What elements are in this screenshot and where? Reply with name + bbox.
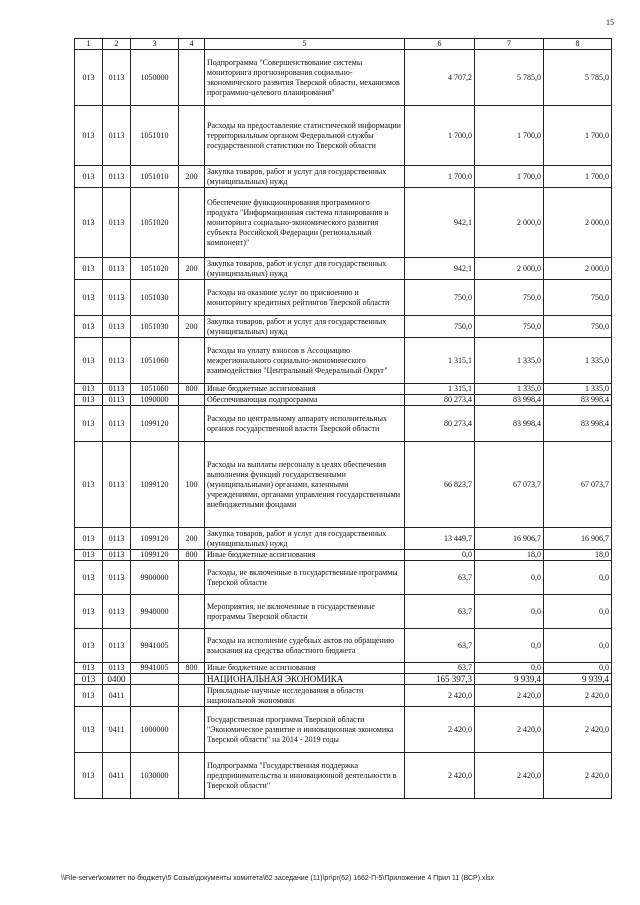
cell-section: 0113 — [103, 663, 131, 674]
cell-type — [179, 753, 205, 799]
table-row — [75, 406, 612, 442]
table-row — [75, 707, 612, 753]
cell-type: 200 — [179, 316, 205, 338]
cell-section: 0113 — [103, 595, 131, 629]
table-row — [75, 258, 612, 280]
cell-target: 9940000 — [131, 595, 179, 629]
cell-section: 0113 — [103, 384, 131, 395]
cell-description: Расходы на предоставление статистической информации территориальным органом Федеральной службы государственной статистики по Тверской области — [205, 106, 405, 166]
table-row — [75, 550, 612, 561]
cell-admin: 013 — [75, 674, 103, 685]
table-row — [75, 280, 612, 316]
cell-description: Обеспечение функционирования программного продукта "Информационная система планирования и мониторинга социально-экономического развития субъекта Российской Федерации (региональный компонент)" — [205, 188, 405, 258]
cell-description: Иные бюджетные ассигнования — [205, 384, 405, 395]
cell-amount-3: 0,0 — [544, 561, 612, 595]
table-row — [75, 395, 612, 406]
table-row — [75, 442, 612, 528]
cell-amount-3: 18,0 — [544, 550, 612, 561]
cell-type — [179, 188, 205, 258]
cell-amount-2: 2 420,0 — [475, 685, 544, 707]
cell-target: 1051010 — [131, 106, 179, 166]
cell-admin: 013 — [75, 663, 103, 674]
cell-admin: 013 — [75, 50, 103, 106]
table-row — [75, 753, 612, 799]
cell-type: 800 — [179, 663, 205, 674]
cell-target: 1099120 — [131, 442, 179, 528]
cell-section: 0113 — [103, 280, 131, 316]
cell-amount-1: 1 315,1 — [405, 338, 475, 384]
cell-amount-3: 2 000,0 — [544, 258, 612, 280]
cell-amount-1: 942,1 — [405, 188, 475, 258]
cell-amount-1: 165 397,3 — [405, 674, 475, 685]
cell-description: Закупка товаров, работ и услуг для государственных (муниципальных) нужд — [205, 166, 405, 188]
cell-admin: 013 — [75, 258, 103, 280]
cell-description: Государственная программа Тверской области "Экономическое развитие и инновационная экономика Тверской области" на 2014 - 2019 годы — [205, 707, 405, 753]
col-header-8: 8 — [544, 39, 612, 50]
cell-target — [131, 674, 179, 685]
cell-section: 0113 — [103, 561, 131, 595]
cell-amount-2: 2 420,0 — [475, 707, 544, 753]
cell-admin: 013 — [75, 188, 103, 258]
cell-description: Закупка товаров, работ и услуг для государственных (муниципальных) нужд — [205, 316, 405, 338]
cell-type — [179, 595, 205, 629]
col-header-4: 4 — [179, 39, 205, 50]
cell-admin: 013 — [75, 106, 103, 166]
cell-section: 0113 — [103, 629, 131, 663]
cell-section: 0113 — [103, 106, 131, 166]
cell-type: 200 — [179, 166, 205, 188]
cell-amount-1: 13 449,7 — [405, 528, 475, 550]
cell-section: 0113 — [103, 188, 131, 258]
cell-amount-3: 83 998,4 — [544, 406, 612, 442]
cell-description: Расходы по центральному аппарату исполнительных органов государственной власти Тверской области — [205, 406, 405, 442]
cell-amount-1: 942,1 — [405, 258, 475, 280]
budget-table — [74, 38, 612, 799]
cell-target: 1090000 — [131, 395, 179, 406]
cell-target: 1099120 — [131, 528, 179, 550]
cell-section: 0113 — [103, 166, 131, 188]
cell-target: 9941005 — [131, 629, 179, 663]
cell-amount-1: 2 420,0 — [405, 685, 475, 707]
cell-description: Мероприятия, не включенные в государственные программы Тверской области — [205, 595, 405, 629]
cell-type — [179, 707, 205, 753]
cell-amount-2: 0,0 — [475, 629, 544, 663]
cell-target: 9941005 — [131, 663, 179, 674]
cell-amount-2: 2 000,0 — [475, 188, 544, 258]
cell-amount-2: 1 335,0 — [475, 338, 544, 384]
cell-amount-1: 2 420,0 — [405, 753, 475, 799]
cell-description: Расходы, не включенные в государственные программы Тверской области — [205, 561, 405, 595]
cell-description: Расходы на уплату взносов в Ассоциацию межрегионального социально-экономического взаимодействия "Центральный Федеральный Округ" — [205, 338, 405, 384]
cell-amount-2: 5 785,0 — [475, 50, 544, 106]
cell-type — [179, 406, 205, 442]
cell-target: 1000000 — [131, 707, 179, 753]
cell-target: 9900000 — [131, 561, 179, 595]
cell-description: Закупка товаров, работ и услуг для государственных (муниципальных) нужд — [205, 258, 405, 280]
cell-amount-2: 2 000,0 — [475, 258, 544, 280]
cell-admin: 013 — [75, 166, 103, 188]
cell-amount-1: 66 823,7 — [405, 442, 475, 528]
table-row — [75, 595, 612, 629]
cell-description: Обеспечивающая подпрограмма — [205, 395, 405, 406]
table-row — [75, 528, 612, 550]
cell-admin: 013 — [75, 550, 103, 561]
cell-amount-3: 1 700,0 — [544, 166, 612, 188]
cell-type: 800 — [179, 550, 205, 561]
cell-type — [179, 395, 205, 406]
cell-admin: 013 — [75, 442, 103, 528]
cell-description: Подпрограмма "Государственная поддержка предпринимательства и инновационной деятельности в Тверской области" — [205, 753, 405, 799]
cell-admin: 013 — [75, 685, 103, 707]
cell-type — [179, 106, 205, 166]
cell-amount-3: 9 939,4 — [544, 674, 612, 685]
cell-target: 1051020 — [131, 258, 179, 280]
cell-amount-2: 18,0 — [475, 550, 544, 561]
cell-amount-3: 1 335,0 — [544, 338, 612, 384]
cell-admin: 013 — [75, 406, 103, 442]
cell-amount-3: 5 785,0 — [544, 50, 612, 106]
cell-type — [179, 561, 205, 595]
cell-amount-2: 1 700,0 — [475, 106, 544, 166]
cell-section: 0113 — [103, 406, 131, 442]
cell-amount-2: 0,0 — [475, 663, 544, 674]
cell-admin: 013 — [75, 707, 103, 753]
cell-amount-1: 63,7 — [405, 663, 475, 674]
cell-type — [179, 674, 205, 685]
cell-target: 1051030 — [131, 280, 179, 316]
col-header-3: 3 — [131, 39, 179, 50]
cell-type — [179, 629, 205, 663]
cell-description: Подпрограмма "Совершенствование системы мониторинга прогнозирования социально-экономического развития Тверской области, механизмов программно-целевого планирования" — [205, 50, 405, 106]
cell-admin: 013 — [75, 280, 103, 316]
cell-amount-1: 80 273,4 — [405, 406, 475, 442]
cell-section: 0411 — [103, 707, 131, 753]
cell-amount-2: 0,0 — [475, 561, 544, 595]
table-row — [75, 384, 612, 395]
cell-section: 0113 — [103, 395, 131, 406]
cell-description: Закупка товаров, работ и услуг для государственных (муниципальных) нужд — [205, 528, 405, 550]
table-body — [75, 50, 612, 799]
cell-amount-1: 0,0 — [405, 550, 475, 561]
cell-amount-2: 1 700,0 — [475, 166, 544, 188]
cell-admin: 013 — [75, 338, 103, 384]
cell-admin: 013 — [75, 395, 103, 406]
cell-amount-3: 2 420,0 — [544, 685, 612, 707]
cell-section: 0113 — [103, 442, 131, 528]
table-row — [75, 316, 612, 338]
cell-amount-2: 83 998,4 — [475, 406, 544, 442]
table-row — [75, 188, 612, 258]
cell-amount-1: 80 273,4 — [405, 395, 475, 406]
cell-amount-3: 1 700,0 — [544, 106, 612, 166]
cell-target: 1050000 — [131, 50, 179, 106]
cell-target: 1051060 — [131, 384, 179, 395]
cell-type — [179, 685, 205, 707]
cell-type: 200 — [179, 528, 205, 550]
cell-admin: 013 — [75, 528, 103, 550]
table-row — [75, 50, 612, 106]
cell-type: 200 — [179, 258, 205, 280]
col-header-7: 7 — [475, 39, 544, 50]
table-row — [75, 106, 612, 166]
cell-type: 800 — [179, 384, 205, 395]
cell-target: 1051020 — [131, 188, 179, 258]
table-row — [75, 561, 612, 595]
cell-amount-1: 1 700,0 — [405, 106, 475, 166]
cell-amount-3: 2 420,0 — [544, 707, 612, 753]
cell-amount-3: 1 335,0 — [544, 384, 612, 395]
cell-target: 1099120 — [131, 406, 179, 442]
col-header-1: 1 — [75, 39, 103, 50]
cell-amount-2: 67 073,7 — [475, 442, 544, 528]
cell-amount-2: 1 335,0 — [475, 384, 544, 395]
cell-amount-3: 16 906,7 — [544, 528, 612, 550]
page-number: 15 — [606, 18, 614, 27]
cell-section: 0113 — [103, 258, 131, 280]
cell-amount-1: 2 420,0 — [405, 707, 475, 753]
cell-section: 0411 — [103, 685, 131, 707]
cell-amount-2: 750,0 — [475, 316, 544, 338]
cell-amount-2: 9 939,4 — [475, 674, 544, 685]
table-row — [75, 166, 612, 188]
cell-amount-1: 63,7 — [405, 629, 475, 663]
cell-amount-3: 750,0 — [544, 316, 612, 338]
cell-amount-1: 750,0 — [405, 316, 475, 338]
cell-type — [179, 280, 205, 316]
cell-section: 0113 — [103, 550, 131, 561]
cell-description: Расходы на оказание услуг по присвоению и мониторингу кредитных рейтингов Тверской области — [205, 280, 405, 316]
cell-section: 0411 — [103, 753, 131, 799]
table-row — [75, 663, 612, 674]
cell-target: 1051030 — [131, 316, 179, 338]
table-row — [75, 338, 612, 384]
cell-section: 0113 — [103, 316, 131, 338]
cell-section: 0113 — [103, 50, 131, 106]
cell-amount-3: 83 998,4 — [544, 395, 612, 406]
col-header-6: 6 — [405, 39, 475, 50]
cell-target: 1099120 — [131, 550, 179, 561]
table-row — [75, 674, 612, 685]
cell-amount-3: 0,0 — [544, 663, 612, 674]
cell-section: 0113 — [103, 528, 131, 550]
col-header-2: 2 — [103, 39, 131, 50]
cell-amount-2: 2 420,0 — [475, 753, 544, 799]
cell-target: 1030000 — [131, 753, 179, 799]
cell-admin: 013 — [75, 316, 103, 338]
cell-amount-1: 63,7 — [405, 595, 475, 629]
table-row — [75, 685, 612, 707]
cell-description: НАЦИОНАЛЬНАЯ ЭКОНОМИКА — [205, 674, 405, 685]
cell-description: Расходы на исполнение судебных актов по обращению взыскания на средства областного бюджета — [205, 629, 405, 663]
cell-amount-3: 67 073,7 — [544, 442, 612, 528]
cell-amount-2: 16 906,7 — [475, 528, 544, 550]
cell-description: Иные бюджетные ассигнования — [205, 550, 405, 561]
cell-description: Иные бюджетные ассигнования — [205, 663, 405, 674]
cell-admin: 013 — [75, 753, 103, 799]
cell-target: 1051060 — [131, 338, 179, 384]
table-row — [75, 629, 612, 663]
cell-amount-2: 83 998,4 — [475, 395, 544, 406]
cell-amount-1: 750,0 — [405, 280, 475, 316]
cell-amount-3: 750,0 — [544, 280, 612, 316]
file-path-footer: \\File-server\комитет по бюджету\5 Созыв\документы комитета\62 заседание (11)\pr\pr(62) 1662-П-5\Приложение 4 Прил 11 (ВСР).xlsx — [61, 875, 495, 882]
header-row — [75, 39, 612, 50]
cell-amount-1: 1 700,0 — [405, 166, 475, 188]
cell-section: 0400 — [103, 674, 131, 685]
cell-amount-2: 0,0 — [475, 595, 544, 629]
cell-amount-2: 750,0 — [475, 280, 544, 316]
cell-amount-1: 4 707,2 — [405, 50, 475, 106]
cell-type: 100 — [179, 442, 205, 528]
cell-admin: 013 — [75, 595, 103, 629]
cell-admin: 013 — [75, 384, 103, 395]
cell-description: Прикладные научные исследования в области национальной экономики — [205, 685, 405, 707]
cell-admin: 013 — [75, 629, 103, 663]
cell-admin: 013 — [75, 561, 103, 595]
cell-amount-3: 2 000,0 — [544, 188, 612, 258]
cell-amount-1: 63,7 — [405, 561, 475, 595]
cell-section: 0113 — [103, 338, 131, 384]
cell-description: Расходы на выплаты персоналу в целях обеспечения выполнения функций государственными (муниципальными) органами, казенными учреждениями, органами управления государственными внебюджетными фондами — [205, 442, 405, 528]
cell-type — [179, 338, 205, 384]
col-header-5: 5 — [205, 39, 405, 50]
cell-type — [179, 50, 205, 106]
cell-amount-1: 1 315,1 — [405, 384, 475, 395]
cell-target — [131, 685, 179, 707]
cell-target: 1051010 — [131, 166, 179, 188]
cell-amount-3: 0,0 — [544, 629, 612, 663]
cell-amount-3: 2 420,0 — [544, 753, 612, 799]
cell-amount-3: 0,0 — [544, 595, 612, 629]
